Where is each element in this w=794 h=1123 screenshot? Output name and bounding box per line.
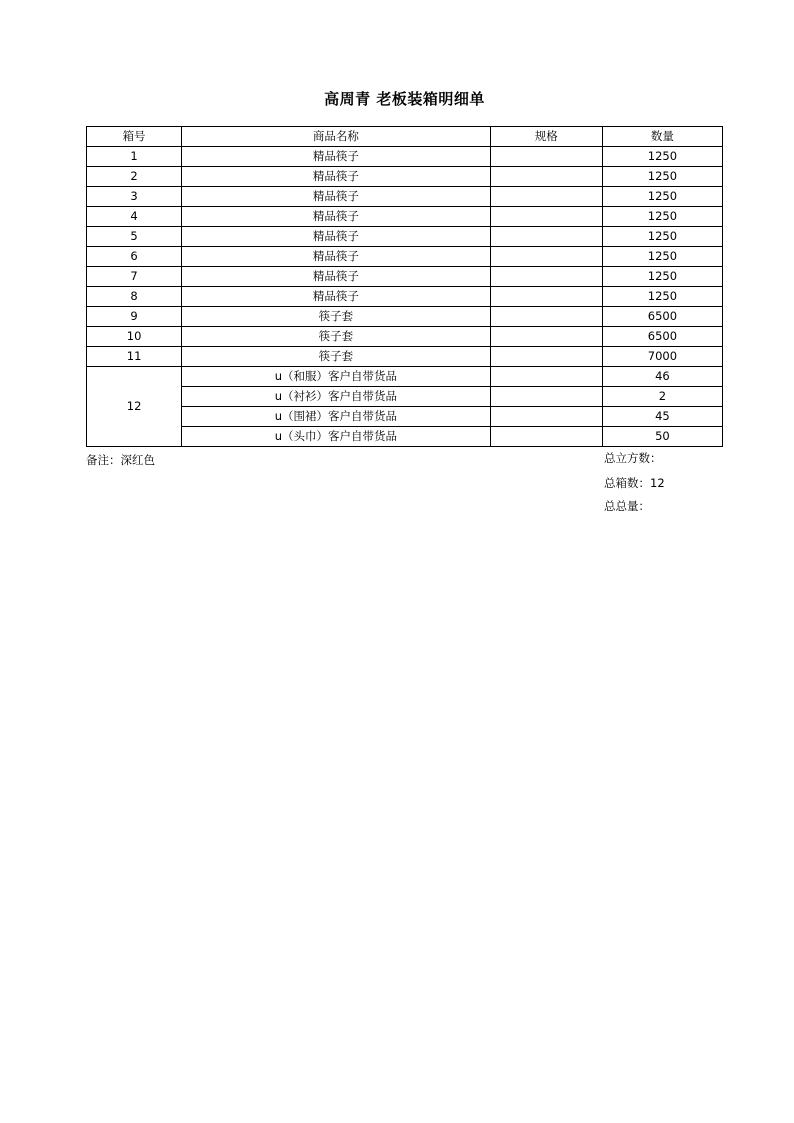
table-row (87, 227, 723, 247)
total-boxes-label: 总箱数：12 (604, 476, 665, 490)
cell-spec (490, 167, 602, 187)
cell-quantity: 1250 (602, 227, 722, 247)
table-row (87, 347, 723, 367)
cell-box-number: 8 (87, 287, 182, 307)
cell-quantity: 2 (602, 387, 722, 407)
cell-spec (490, 407, 602, 427)
table-row (87, 207, 723, 227)
cell-spec (490, 367, 602, 387)
cell-product-name: 精品筷子 (182, 167, 490, 187)
header-box-number: 箱号 (87, 127, 182, 147)
cell-spec (490, 387, 602, 407)
cell-box-number: 11 (87, 347, 182, 367)
table-row (87, 247, 723, 267)
cell-box-number: 10 (87, 327, 182, 347)
cell-spec (490, 267, 602, 287)
cell-product-name: 筷子套 (182, 307, 490, 327)
cell-box-number: 4 (87, 207, 182, 227)
table-row (87, 307, 723, 327)
header-spec: 规格 (490, 127, 602, 147)
cell-spec (490, 247, 602, 267)
header-quantity: 数量 (602, 127, 722, 147)
cell-spec (490, 327, 602, 347)
cell-quantity: 1250 (602, 147, 722, 167)
table-row-group (87, 367, 723, 387)
cell-box-number: 7 (87, 267, 182, 287)
cell-quantity: 1250 (602, 287, 722, 307)
total-weight-label: 总总量： (604, 499, 650, 513)
table-row (87, 147, 723, 167)
table-row-group (87, 387, 723, 407)
table-row-group (87, 407, 723, 427)
cell-quantity: 1250 (602, 247, 722, 267)
packing-list-table (86, 126, 723, 447)
cell-spec (490, 227, 602, 247)
header-product-name: 商品名称 (182, 127, 490, 147)
cell-product-name: u（和服）客户自带货品 (182, 367, 490, 387)
cell-spec (490, 287, 602, 307)
cell-product-name: u（衬衫）客户自带货品 (182, 387, 490, 407)
cell-quantity: 1250 (602, 267, 722, 287)
cell-box-number: 1 (87, 147, 182, 167)
cell-quantity: 1250 (602, 167, 722, 187)
cell-box-number: 3 (87, 187, 182, 207)
cell-quantity: 6500 (602, 307, 722, 327)
table-row (87, 287, 723, 307)
cell-product-name: u（围裙）客户自带货品 (182, 407, 490, 427)
cell-quantity: 1250 (602, 207, 722, 227)
cell-product-name: 筷子套 (182, 327, 490, 347)
cell-box-number-merged: 12 (87, 367, 182, 447)
cell-spec (490, 187, 602, 207)
table-row (87, 167, 723, 187)
cell-product-name: 精品筷子 (182, 287, 490, 307)
cell-product-name: 精品筷子 (182, 227, 490, 247)
cell-quantity: 7000 (602, 347, 722, 367)
cell-box-number: 9 (87, 307, 182, 327)
cell-quantity: 46 (602, 367, 722, 387)
cell-product-name: 精品筷子 (182, 207, 490, 227)
cell-spec (490, 207, 602, 227)
cell-product-name: u（头巾）客户自带货品 (182, 427, 490, 447)
table-row (87, 327, 723, 347)
total-volume-label: 总立方数： (604, 451, 662, 465)
cell-quantity: 1250 (602, 187, 722, 207)
cell-product-name: 精品筷子 (182, 147, 490, 167)
cell-box-number: 5 (87, 227, 182, 247)
cell-spec (490, 347, 602, 367)
cell-spec (490, 307, 602, 327)
cell-spec (490, 147, 602, 167)
cell-box-number: 2 (87, 167, 182, 187)
table-row (87, 267, 723, 287)
table-row (87, 187, 723, 207)
cell-product-name: 精品筷子 (182, 247, 490, 267)
cell-quantity: 6500 (602, 327, 722, 347)
cell-product-name: 精品筷子 (182, 267, 490, 287)
remark-text: 备注：深红色 (86, 453, 155, 467)
table-header-row (87, 127, 723, 147)
page-title: 高周青 老板装箱明细单 (324, 90, 485, 108)
cell-quantity: 45 (602, 407, 722, 427)
table-row-group (87, 427, 723, 447)
cell-product-name: 精品筷子 (182, 187, 490, 207)
cell-product-name: 筷子套 (182, 347, 490, 367)
cell-quantity: 50 (602, 427, 722, 447)
cell-spec (490, 427, 602, 447)
cell-box-number: 6 (87, 247, 182, 267)
